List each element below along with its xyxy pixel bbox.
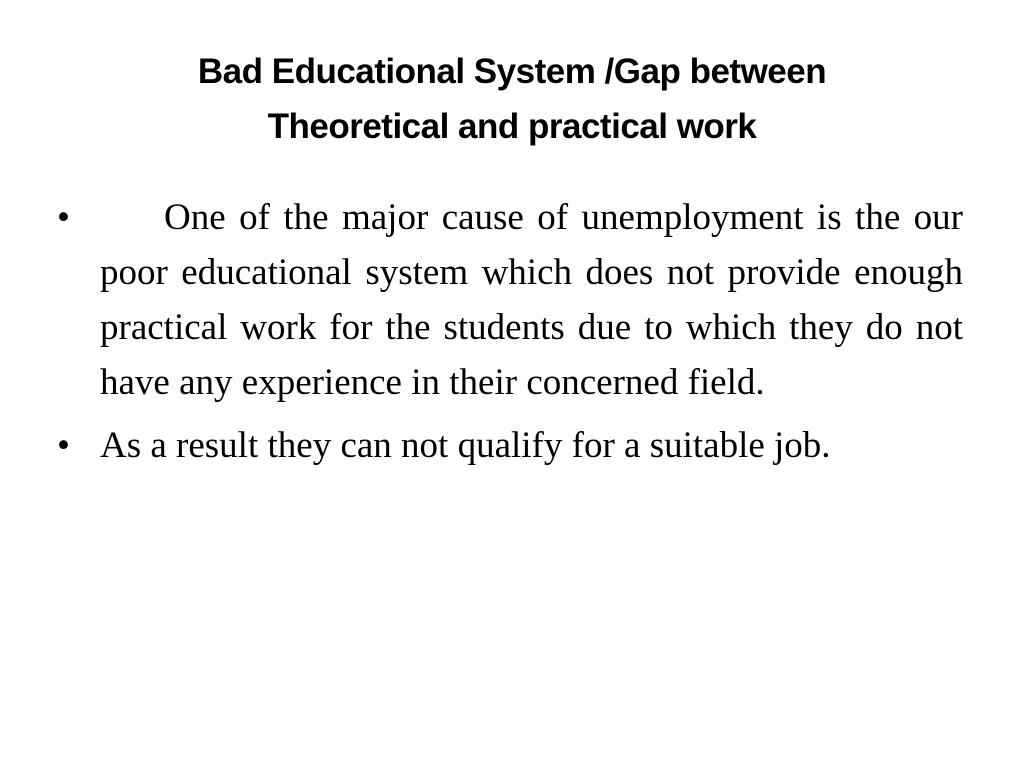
bullet-list — [57, 190, 963, 481]
slide-title — [70, 44, 954, 154]
bullet-item-1 — [57, 190, 963, 410]
slide-title-line-1: Bad Educational System /Gap between — [197, 52, 827, 91]
bullet-text-2: As a result they can not qualify for a suitable job. — [100, 425, 831, 466]
slide-title-line-2: Theoretical and practical work — [267, 107, 757, 146]
bullet-text-1: One of the major cause of unemployment is the our poor educational system which does not provide enough practical work for the students due to which they do not have any experience in their concerned field. — [100, 197, 963, 403]
bullet-icon: • — [57, 197, 70, 238]
bullet-item-2 — [57, 418, 963, 473]
bullet-icon: • — [57, 425, 70, 466]
